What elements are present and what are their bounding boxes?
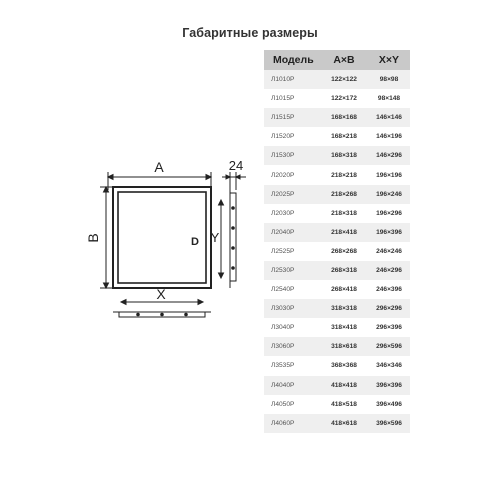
table-row xyxy=(264,318,410,337)
table-row xyxy=(264,108,410,127)
cell-model: Л3535Р xyxy=(271,362,295,370)
cell-xy: 396×596 xyxy=(376,419,402,427)
table-row xyxy=(264,146,410,165)
cell-ab: 418×518 xyxy=(331,400,357,408)
cell-xy: 246×396 xyxy=(376,286,402,294)
cell-ab: 122×122 xyxy=(331,76,357,84)
hatch-drawing xyxy=(85,150,258,325)
table-row xyxy=(264,89,410,108)
label-y: Y xyxy=(210,230,220,245)
cell-model: Л3040Р xyxy=(271,324,295,332)
cell-model: Л1010Р xyxy=(271,76,295,84)
table-row xyxy=(264,261,410,280)
table-row xyxy=(264,337,410,356)
cell-model: Л1520Р xyxy=(271,133,295,141)
cell-model: Л1515Р xyxy=(271,114,295,122)
cell-xy: 98×148 xyxy=(377,95,401,103)
cell-xy: 196×196 xyxy=(376,171,402,179)
table-row xyxy=(264,299,410,318)
table-row xyxy=(264,280,410,299)
cell-xy: 98×98 xyxy=(379,76,399,84)
table-row xyxy=(264,204,410,223)
cell-ab: 218×318 xyxy=(331,209,357,217)
cell-xy: 396×396 xyxy=(376,381,402,389)
page-title: Габаритные размеры xyxy=(182,26,318,40)
table-row xyxy=(264,127,410,146)
cell-xy: 146×296 xyxy=(376,152,402,160)
table-row xyxy=(264,242,410,261)
label-a: A xyxy=(154,159,164,175)
label-depth: 24 xyxy=(228,158,244,173)
table-row xyxy=(264,223,410,242)
cell-xy: 296×596 xyxy=(376,343,402,351)
cell-ab: 418×418 xyxy=(331,381,357,389)
cell-ab: 268×418 xyxy=(331,286,357,294)
cell-model: Л2525Р xyxy=(271,247,295,255)
cell-xy: 146×196 xyxy=(376,133,402,141)
table-row xyxy=(264,165,410,184)
cell-xy: 346×346 xyxy=(376,362,402,370)
table-row xyxy=(264,414,410,433)
cell-ab: 318×318 xyxy=(331,305,357,313)
cell-model: Л1015Р xyxy=(271,95,295,103)
table-row xyxy=(264,70,410,89)
cell-xy: 246×296 xyxy=(376,266,402,274)
header-ab: A×B xyxy=(333,54,355,66)
header-xy: X×Y xyxy=(378,54,400,66)
cell-ab: 268×268 xyxy=(331,247,357,255)
cell-model: Л2530Р xyxy=(271,266,295,274)
cell-xy: 196×296 xyxy=(376,209,402,217)
cell-xy: 296×396 xyxy=(376,324,402,332)
table-row xyxy=(264,185,410,204)
cell-model: Л4050Р xyxy=(271,400,295,408)
cell-ab: 318×418 xyxy=(331,324,357,332)
cell-xy: 146×146 xyxy=(376,114,402,122)
cell-ab: 168×168 xyxy=(331,114,357,122)
table-row xyxy=(264,356,410,375)
cell-model: Л2025Р xyxy=(271,190,295,198)
table-row xyxy=(264,376,410,395)
cell-model: Л2040Р xyxy=(271,228,295,236)
cell-xy: 196×246 xyxy=(376,190,402,198)
table-row xyxy=(264,395,410,414)
cell-ab: 368×368 xyxy=(331,362,357,370)
cell-model: Л3060Р xyxy=(271,343,295,351)
dimension-depth xyxy=(222,172,246,190)
cell-xy: 296×296 xyxy=(376,305,402,313)
cell-ab: 168×318 xyxy=(331,152,357,160)
cell-ab: 218×418 xyxy=(331,228,357,236)
hatch-drawing-svg xyxy=(85,150,258,325)
table-header-row xyxy=(264,50,410,70)
cell-model: Л4060Р xyxy=(271,419,295,427)
cell-xy: 246×246 xyxy=(376,247,402,255)
cell-ab: 122×172 xyxy=(331,95,357,103)
cell-model: Л2540Р xyxy=(271,286,295,294)
cell-model: Л3030Р xyxy=(271,305,295,313)
cell-ab: 418×618 xyxy=(331,419,357,427)
cell-ab: 168×218 xyxy=(331,133,357,141)
label-b: B xyxy=(85,233,101,243)
cell-model: Л4040Р xyxy=(271,381,295,389)
cell-model: Л2030Р xyxy=(271,209,295,217)
cell-model: Л2020Р xyxy=(271,171,295,179)
cell-ab: 268×318 xyxy=(331,266,357,274)
cell-ab: 318×618 xyxy=(331,343,357,351)
cell-model: Л1530Р xyxy=(271,152,295,160)
label-x: X xyxy=(156,286,166,302)
cell-xy: 196×396 xyxy=(376,228,402,236)
bottom-profile xyxy=(113,312,211,317)
side-profile xyxy=(230,187,236,288)
cell-ab: 218×218 xyxy=(331,171,357,179)
sizes-table xyxy=(264,50,410,433)
cell-xy: 396×496 xyxy=(376,400,402,408)
label-d: D xyxy=(191,236,199,248)
header-model: Модель xyxy=(273,54,314,66)
cell-ab: 218×268 xyxy=(331,190,357,198)
